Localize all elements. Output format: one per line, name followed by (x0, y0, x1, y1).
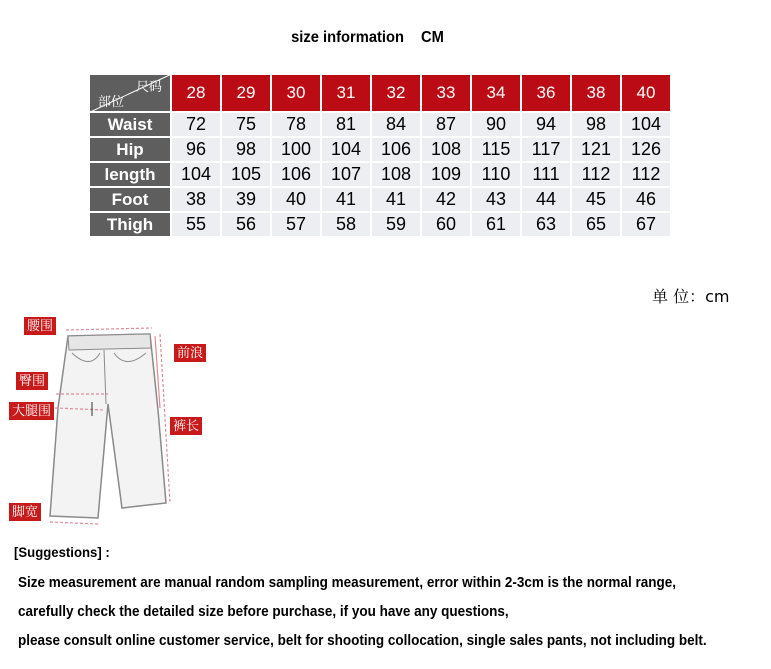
table-cell: 43 (472, 188, 520, 211)
suggestion-line: please consult online customer service, belt for shooting collocation, single sales pants, not including belt. (18, 632, 707, 649)
waist-guide (66, 328, 152, 330)
table-cell: 57 (272, 213, 320, 236)
table-cell: 38 (172, 188, 220, 211)
table-cell: 100 (272, 138, 320, 161)
table-cell: 105 (222, 163, 270, 186)
table-cell: 44 (522, 188, 570, 211)
waistband (68, 334, 151, 350)
thigh-tag: 大腿围 (9, 402, 54, 420)
pants-outline (50, 334, 166, 518)
front-rise-tag: 前浪 (174, 344, 206, 362)
table-cell: 106 (272, 163, 320, 186)
table-cell: 56 (222, 213, 270, 236)
suggestions-heading: [Suggestions] : (14, 544, 110, 560)
table-cell: 67 (622, 213, 670, 236)
row-label: Hip (90, 138, 170, 161)
table-cell: 41 (372, 188, 420, 211)
suggestion-line: Size measurement are manual random sampling measurement, error within 2-3cm is the normal range, (18, 574, 676, 591)
hem-guide (50, 522, 98, 524)
size-header: 29 (222, 75, 270, 111)
title-text: size information (291, 29, 404, 46)
table-cell: 104 (172, 163, 220, 186)
table-cell: 65 (572, 213, 620, 236)
suggestion-line: carefully check the detailed size before purchase, if you have any questions, (18, 603, 509, 620)
size-header: 38 (572, 75, 620, 111)
table-row-waist (90, 113, 670, 136)
table-cell: 81 (322, 113, 370, 136)
hip-tag: 臀围 (16, 372, 48, 390)
row-label: Thigh (90, 213, 170, 236)
table-cell: 108 (372, 163, 420, 186)
title-unit: CM (420, 29, 444, 46)
table-cell: 107 (322, 163, 370, 186)
table-cell: 98 (222, 138, 270, 161)
table-cell: 106 (372, 138, 420, 161)
table-cell: 117 (522, 138, 570, 161)
table-cell: 72 (172, 113, 220, 136)
table-cell: 75 (222, 113, 270, 136)
table-cell: 96 (172, 138, 220, 161)
table-cell: 46 (622, 188, 670, 211)
row-label: Waist (90, 113, 170, 136)
table-cell: 45 (572, 188, 620, 211)
size-header: 28 (172, 75, 220, 111)
pants-diagram (0, 308, 240, 533)
table-cell: 94 (522, 113, 570, 136)
table-cell: 58 (322, 213, 370, 236)
table-cell: 42 (422, 188, 470, 211)
table-cell: 121 (572, 138, 620, 161)
table-cell: 39 (222, 188, 270, 211)
table-cell: 60 (422, 213, 470, 236)
hem-tag: 脚宽 (9, 503, 41, 521)
page-title (29, 29, 705, 47)
table-cell: 112 (572, 163, 620, 186)
waist-tag: 腰围 (24, 317, 56, 335)
size-header: 32 (372, 75, 420, 111)
table-cell: 111 (522, 163, 570, 186)
table-row-thigh (90, 213, 670, 236)
table-cell: 41 (322, 188, 370, 211)
table-cell: 109 (422, 163, 470, 186)
table-cell: 55 (172, 213, 220, 236)
table-cell: 98 (572, 113, 620, 136)
size-header: 36 (522, 75, 570, 111)
table-cell: 59 (372, 213, 420, 236)
table-cell: 108 (422, 138, 470, 161)
size-header-row (90, 75, 670, 111)
table-cell: 115 (472, 138, 520, 161)
table-row-hip (90, 138, 670, 161)
table-cell: 61 (472, 213, 520, 236)
unit-note: 单 位：cm (652, 287, 730, 306)
length-tag: 裤长 (170, 417, 202, 435)
table-cell: 110 (472, 163, 520, 186)
size-header: 33 (422, 75, 470, 111)
table-corner (90, 75, 170, 111)
corner-part-label: 部位 (98, 94, 125, 109)
table-cell: 87 (422, 113, 470, 136)
size-header: 31 (322, 75, 370, 111)
corner-size-label: 尺码 (135, 79, 162, 94)
table-cell: 126 (622, 138, 670, 161)
table-cell: 90 (472, 113, 520, 136)
table-cell: 40 (272, 188, 320, 211)
table-cell: 84 (372, 113, 420, 136)
table-row-length (90, 163, 670, 186)
table-cell: 104 (322, 138, 370, 161)
table-cell: 63 (522, 213, 570, 236)
row-label: length (90, 163, 170, 186)
table-cell: 112 (622, 163, 670, 186)
size-header: 40 (622, 75, 670, 111)
row-label: Foot (90, 188, 170, 211)
size-table (88, 73, 672, 238)
size-header: 30 (272, 75, 320, 111)
table-cell: 78 (272, 113, 320, 136)
table-cell: 104 (622, 113, 670, 136)
table-row-foot (90, 188, 670, 211)
pants-illustration (0, 308, 240, 533)
size-header: 34 (472, 75, 520, 111)
